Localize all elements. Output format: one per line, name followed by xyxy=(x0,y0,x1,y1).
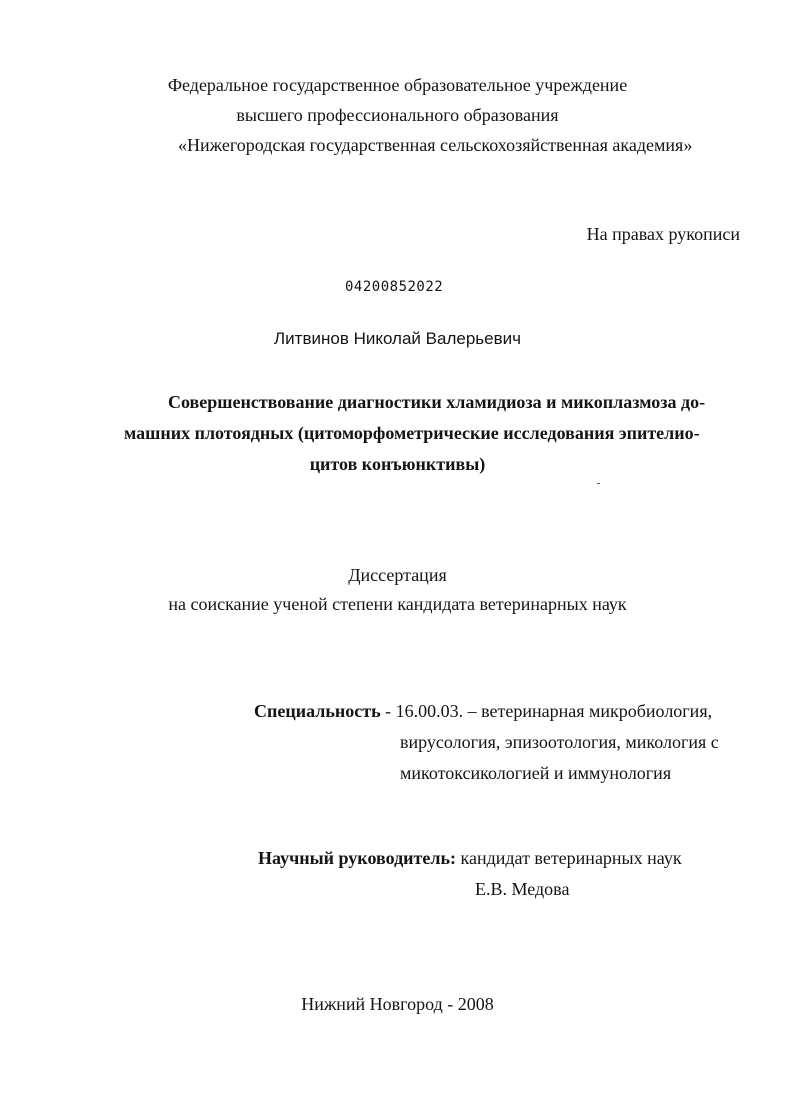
specialty-line-3: микотоксикологией и иммунология xyxy=(400,763,672,783)
title-line-1: Совершенствование диагностики хламидиоза и микоплазмоза до- xyxy=(168,392,706,412)
institution-line-2: высшего профессионального образования xyxy=(236,105,559,125)
institution-line-1: Федеральное государственное образовательное учреждение xyxy=(167,75,628,95)
dissertation-degree: на соискание ученой степени кандидата ветеринарных наук xyxy=(168,594,627,614)
specialty-line-1 xyxy=(254,700,712,722)
supervisor-name: Е.В. Медова xyxy=(475,879,570,899)
supervisor-label: Научный руководитель: xyxy=(258,848,456,868)
supervisor-line xyxy=(258,847,682,869)
author-name: Литвинов Николай Валерьевич xyxy=(274,329,521,348)
title-line-2: машних плотоядных (цитоморфометрические исследования эпителио- xyxy=(124,423,700,443)
registration-number: 04200852022 xyxy=(345,279,444,295)
title-line-3: цитов конъюнктивы) xyxy=(309,454,486,474)
specialty-label: Специальность xyxy=(254,701,381,721)
specialty-code: - 16.00.03. – ветеринарная микробиология, xyxy=(380,701,713,721)
manuscript-note: На правах рукописи xyxy=(586,224,740,244)
city-year: Нижний Новгород - 2008 xyxy=(301,994,494,1014)
specialty-line-2: вирусология, эпизоотология, микология с xyxy=(400,732,719,752)
supervisor-title: кандидат ветеринарных наук xyxy=(456,848,682,868)
scan-speck xyxy=(597,483,600,484)
dissertation-type: Диссертация xyxy=(348,565,447,585)
institution-line-3: «Нижегородская государственная сельскохозяйственная академия» xyxy=(178,135,693,155)
